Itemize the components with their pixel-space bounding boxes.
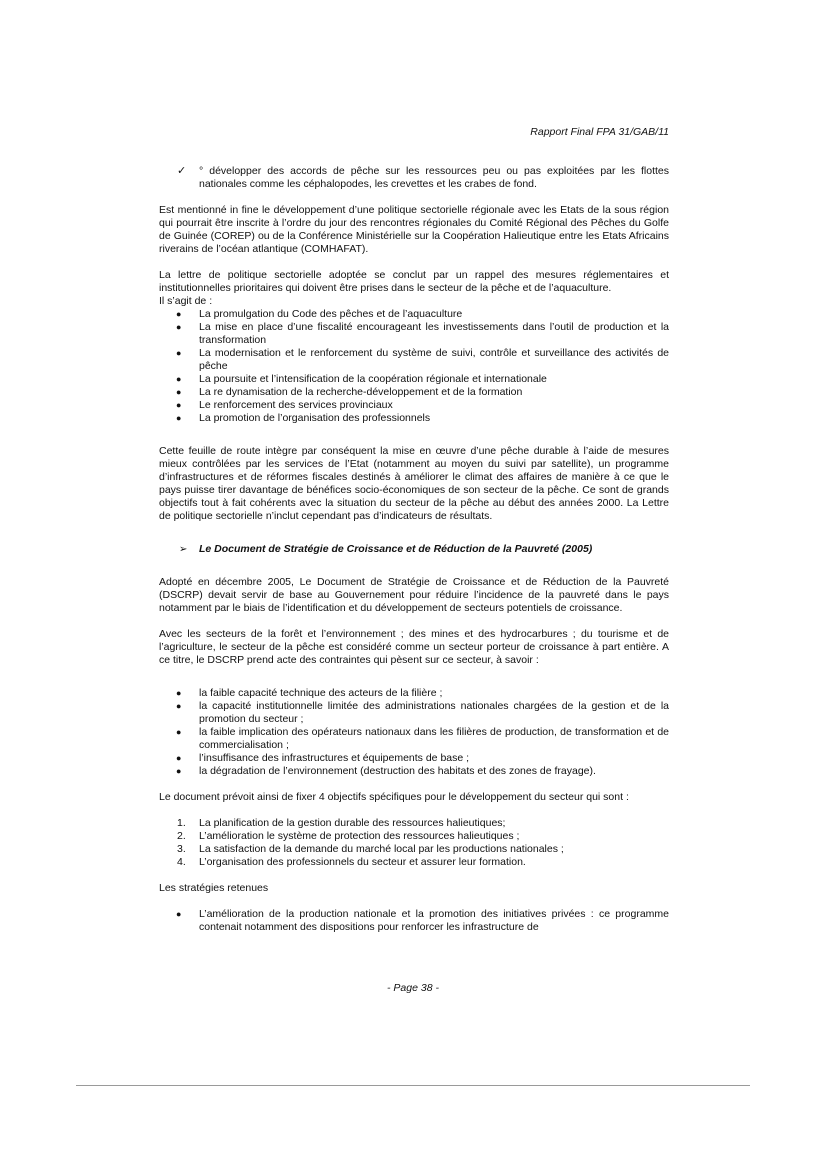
list-item: ● l’insuffisance des infrastructures et équipements de base ; [176,752,470,764]
paragraph-lettre-politique: La lettre de politique sectorielle adoptée se conclut par un rappel des mesures réglementaires et institutionnelles prioritaires qui doivent être prises dans le secteur de la pêche et de l’aquaculture. [159,269,669,294]
list-item: ● Le renforcement des services provinciaux [176,399,393,411]
bullet-icon: ● [176,387,182,397]
page-number: - Page 38 - [387,982,439,994]
list-item: ● La mise en place d’une fiscalité encourageant les investissements dans l’outil de production et la transformation [176,321,669,346]
list-item: ● La re dynamisation de la recherche-développement et de la formation [176,386,523,398]
measures-list [159,308,669,425]
list-item: ● L’amélioration de la production nationale et la promotion des initiatives privées : ce programme contenait notamment des dispositions pour renforcer les infrastructure de [176,908,669,933]
bullet-icon: ● [176,309,182,319]
paragraph-il-sagit: Il s’agit de : [159,295,213,307]
page-content [159,165,669,934]
bullet-icon: ● [176,701,182,711]
bullet-icon: ● [176,322,182,332]
objectives-list [159,817,669,869]
list-item: 1. La planification de la gestion durable des ressources halieutiques; [177,817,506,829]
strategies-label: Les stratégies retenues [159,882,269,894]
footer-divider [76,1085,750,1086]
paragraph-dscrp-adopte: Adopté en décembre 2005, Le Document de Stratégie de Croissance et de Réduction de la Pauvreté (DSCRP) devait servir de base au Gouvernement pour réduire l’incidence de la pauvreté dans le pays notamment par le biais de l’identification et du développement de secteurs potentiels de croissance. [159,576,669,614]
bullet-icon: ● [176,688,182,698]
bullet-icon: ● [176,753,182,763]
report-reference: Rapport Final FPA 31/GAB/11 [530,126,669,138]
section-heading-text: Le Document de Stratégie de Croissance et de Réduction de la Pauvreté (2005) [199,543,593,555]
list-item: 3. La satisfaction de la demande du marché local par les productions nationales ; [177,843,564,855]
list-item: ● la faible implication des opérateurs nationaux dans les filières de production, de transformation et de commercialisation ; [176,726,669,751]
bullet-icon: ● [176,413,182,423]
bullet-icon: ● [176,766,182,776]
list-item: ● la capacité institutionnelle limitée des administrations nationales chargées de la gestion et de la promotion du secteur ; [176,700,669,725]
bullet-icon: ● [176,374,182,384]
check-item-text: ° développer des accords de pêche sur les ressources peu ou pas exploitées par les flottes nationales comme les céphalopodes, les crevettes et les crabes de fond. [199,165,669,190]
list-item: ● La promulgation du Code des pêches et de l’aquaculture [176,308,463,320]
list-item: 2. L’amélioration le système de protection des ressources halieutiques ; [177,830,520,842]
list-item: ● la faible capacité technique des acteurs de la filière ; [176,687,443,699]
paragraph-feuille-de-route: Cette feuille de route intègre par conséquent la mise en œuvre d’une pêche durable à l’aide de mesures mieux contrôlées par les services de l’Etat (notamment au moyen du suivi par satellite), un programme d’infrastructures et de réformes fiscales destinés à améliorer le climat des affaires de manière à ce que le pays puisse tirer davantage de bénéfices socio-économiques de son secteur de la pêche. Ce sont de grands objectifs tout à fait cohérents avec la situation du secteur de la pêche au début des années 2000. La Lettre de politique sectorielle n’inclut cependant pas d’indicateurs de résultats. [159,445,669,522]
list-item: ● La modernisation et le renforcement du système de suivi, contrôle et surveillance des activités de pêche [176,347,669,372]
bullet-icon: ● [176,909,182,919]
list-item: ● La poursuite et l’intensification de la coopération régionale et internationale [176,373,547,385]
paragraph-avec-secteurs: Avec les secteurs de la forêt et l’environnement ; des mines et des hydrocarbures ; du tourisme et de l’agriculture, le secteur de la pêche est considéré comme un secteur porteur de croissance à part entière. A ce titre, le DSCRP prend acte des contraintes qui pèsent sur ce secteur, à savoir : [159,628,669,666]
arrow-bullet-icon: ➢ [179,544,188,555]
list-item: 4. L’organisation des professionnels du secteur et assurer leur formation. [177,856,526,868]
check-list-item [159,165,669,191]
section-heading [159,543,669,556]
strategies-list [159,908,669,934]
paragraph-objectifs: Le document prévoit ainsi de fixer 4 objectifs spécifiques pour le développement du secteur qui sont : [159,791,629,803]
paragraph-regional-policy: Est mentionné in fine le développement d’une politique sectorielle régionale avec les Etats de la sous région qui pourrait être inscrite à l’ordre du jour des rencontres régionales du Comité Régional des Pêches du Golfe de Guinée (COREP) ou de la Conférence Ministérielle sur la Coopération Halieutique entre les Etats Africains riverains de l’océan atlantique (COMHAFAT). [159,204,669,255]
bullet-icon: ● [176,400,182,410]
list-item: ● la dégradation de l’environnement (destruction des habitats et des zones de frayage). [176,765,596,777]
bullet-icon: ● [176,727,182,737]
bullet-icon: ● [176,348,182,358]
list-item: ● La promotion de l’organisation des professionnels [176,412,431,424]
constraints-list [159,687,669,778]
check-mark-icon: ✓ [177,165,187,177]
